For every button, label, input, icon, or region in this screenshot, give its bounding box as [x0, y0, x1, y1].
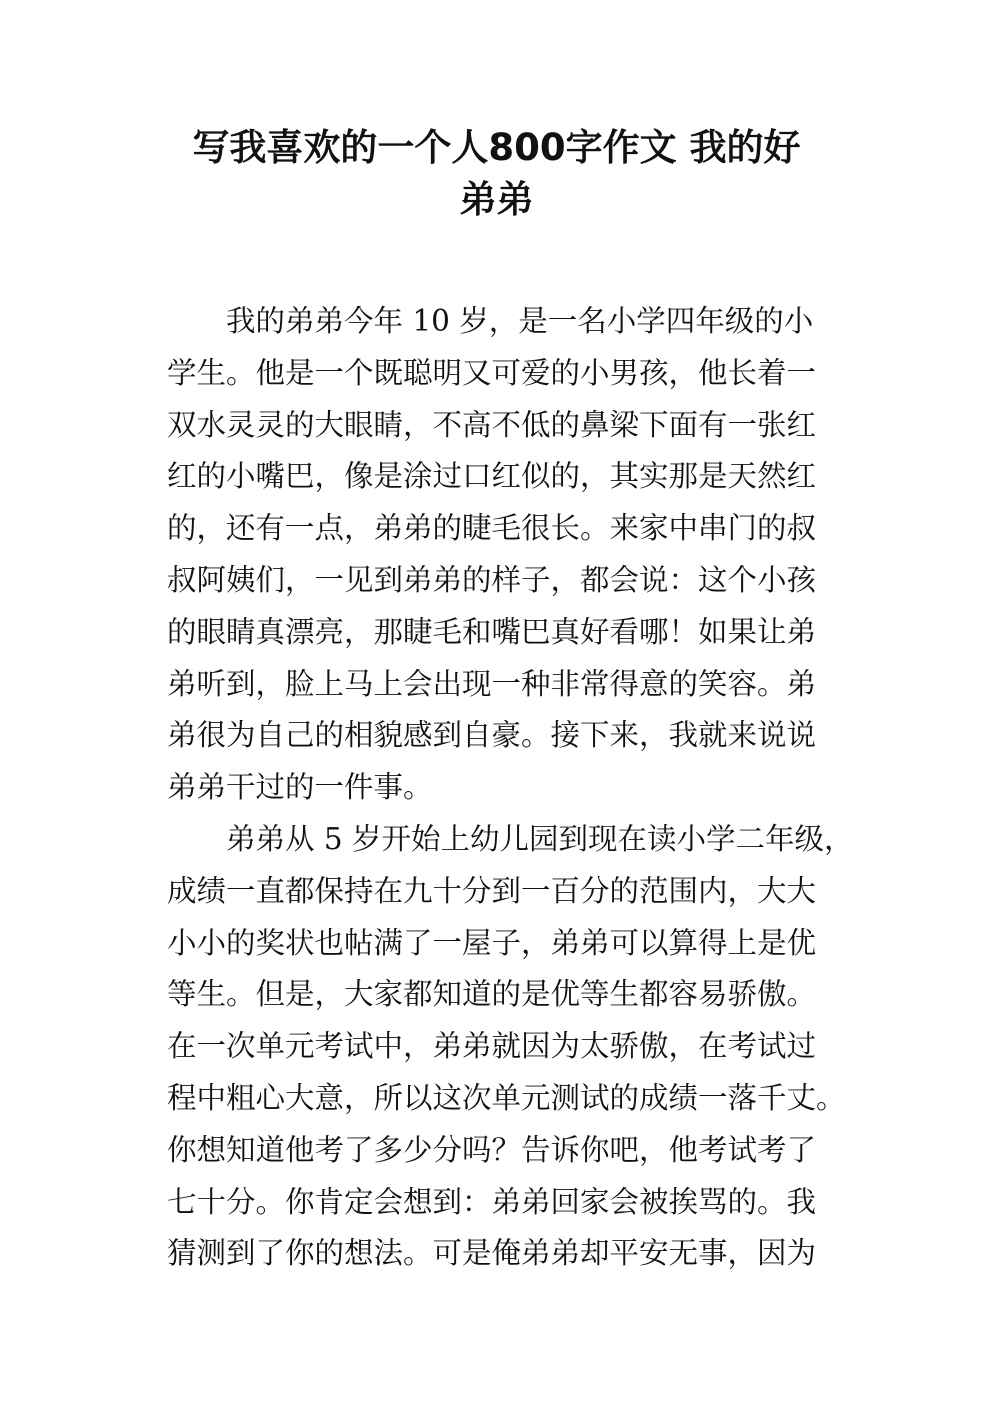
paragraph-line: 弟听到，脸上马上会出现一种非常得意的笑容。弟: [167, 666, 817, 701]
paragraph: [167, 814, 854, 1280]
paragraph-line: 学生。他是一个既聪明又可爱的小男孩，他长着一: [167, 355, 817, 390]
document-title: [0, 122, 993, 226]
paragraph-line: 成绩一直都保持在九十分到一百分的范围内，大大: [167, 873, 817, 908]
paragraph-line: 双水灵灵的大眼睛，不高不低的鼻梁下面有一张红: [167, 407, 817, 442]
title-line-1: 写我喜欢的一个人800字作文 我的好: [192, 126, 801, 169]
paragraph-line: 猜测到了你的想法。可是俺弟弟却平安无事，因为: [167, 1236, 817, 1271]
paragraph-line: 的，还有一点，弟弟的睫毛很长。来家中串门的叔: [167, 511, 817, 546]
paragraph-line: 的眼睛真漂亮，那睫毛和嘴巴真好看哪！如果让弟: [167, 614, 817, 649]
paragraph-line: 弟弟干过的一件事。: [167, 770, 433, 805]
paragraph-line: 七十分。你肯定会想到：弟弟回家会被挨骂的。我: [167, 1184, 817, 1219]
paragraph-line: 在一次单元考试中，弟弟就因为太骄傲，在考试过: [167, 1029, 817, 1064]
paragraph-line: 等生。但是，大家都知道的是优等生都容易骄傲。: [167, 977, 817, 1012]
paragraph: [167, 296, 837, 814]
title-line-2: 弟弟: [459, 178, 534, 221]
paragraph-line: 你想知道他考了多少分吗？告诉你吧，他考试考了: [167, 1132, 817, 1167]
paragraph-line: 小小的奖状也帖满了一屋子，弟弟可以算得上是优: [167, 925, 817, 960]
paragraph-line: 叔阿姨们，一见到弟弟的样子，都会说：这个小孩: [167, 562, 817, 597]
document-body: [167, 296, 854, 1280]
paragraph-line: 红的小嘴巴，像是涂过口红似的，其实那是天然红: [167, 459, 817, 494]
paragraph-line: 弟弟从 5 岁开始上幼儿园到现在读小学二年级，: [226, 821, 854, 856]
paragraph-line: 我的弟弟今年 10 岁，是一名小学四年级的小: [226, 304, 814, 338]
paragraph-line: 弟很为自己的相貌感到自豪。接下来，我就来说说: [167, 718, 817, 753]
paragraph-line: 程中粗心大意，所以这次单元测试的成绩一落千丈。: [167, 1080, 846, 1115]
